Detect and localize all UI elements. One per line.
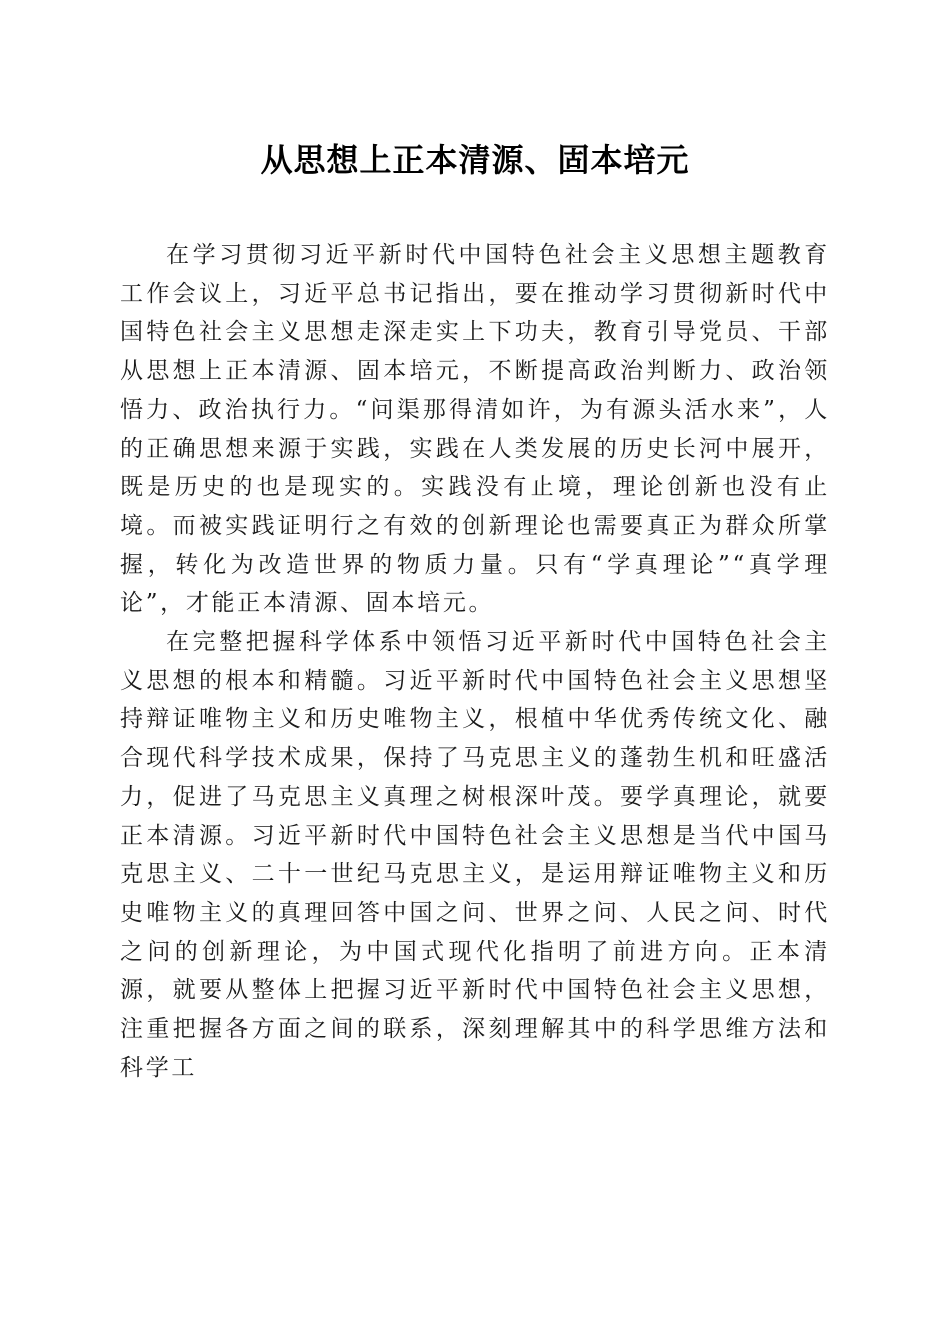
document-body	[120, 236, 830, 1087]
paragraph-2: 在完整把握科学体系中领悟习近平新时代中国特色社会主义思想的根本和精髓。习近平新时代中国特色社会主义思想坚持辩证唯物主义和历史唯物主义，根植中华优秀传统文化、融合现代科学技术成果，保持了马克思主义的蓬勃生机和旺盛活力，促进了马克思主义真理之树根深叶茂。要学真理论，就要正本清源。习近平新时代中国特色社会主义思想是当代中国马克思主义、二十一世纪马克思主义，是运用辩证唯物主义和历史唯物主义的真理回答中国之问、世界之问、人民之问、时代之问的创新理论，为中国式现代化指明了前进方向。正本清源，就要从整体上把握习近平新时代中国特色社会主义思想，注重把握各方面之间的联系，深刻理解其中的科学思维方法和科学工	[120, 629, 830, 1081]
paragraph-1: 在学习贯彻习近平新时代中国特色社会主义思想主题教育工作会议上，习近平总书记指出，要在推动学习贯彻新时代中国特色社会主义思想走深走实上下功夫，教育引导党员、干部从思想上正本清源、固本培元，不断提高政治判断力、政治领悟力、政治执行力。“问渠那得清如许，为有源头活水来”，人的正确思想来源于实践，实践在人类发展的历史长河中展开，既是历史的也是现实的。实践没有止境，理论创新也没有止境。而被实践证明行之有效的创新理论也需要真正为群众所掌握，转化为改造世界的物质力量。只有“学真理论”“真学理论”，才能正本清源、固本培元。	[120, 242, 830, 617]
document-title: 从思想上正本清源、固本培元	[260, 141, 690, 179]
